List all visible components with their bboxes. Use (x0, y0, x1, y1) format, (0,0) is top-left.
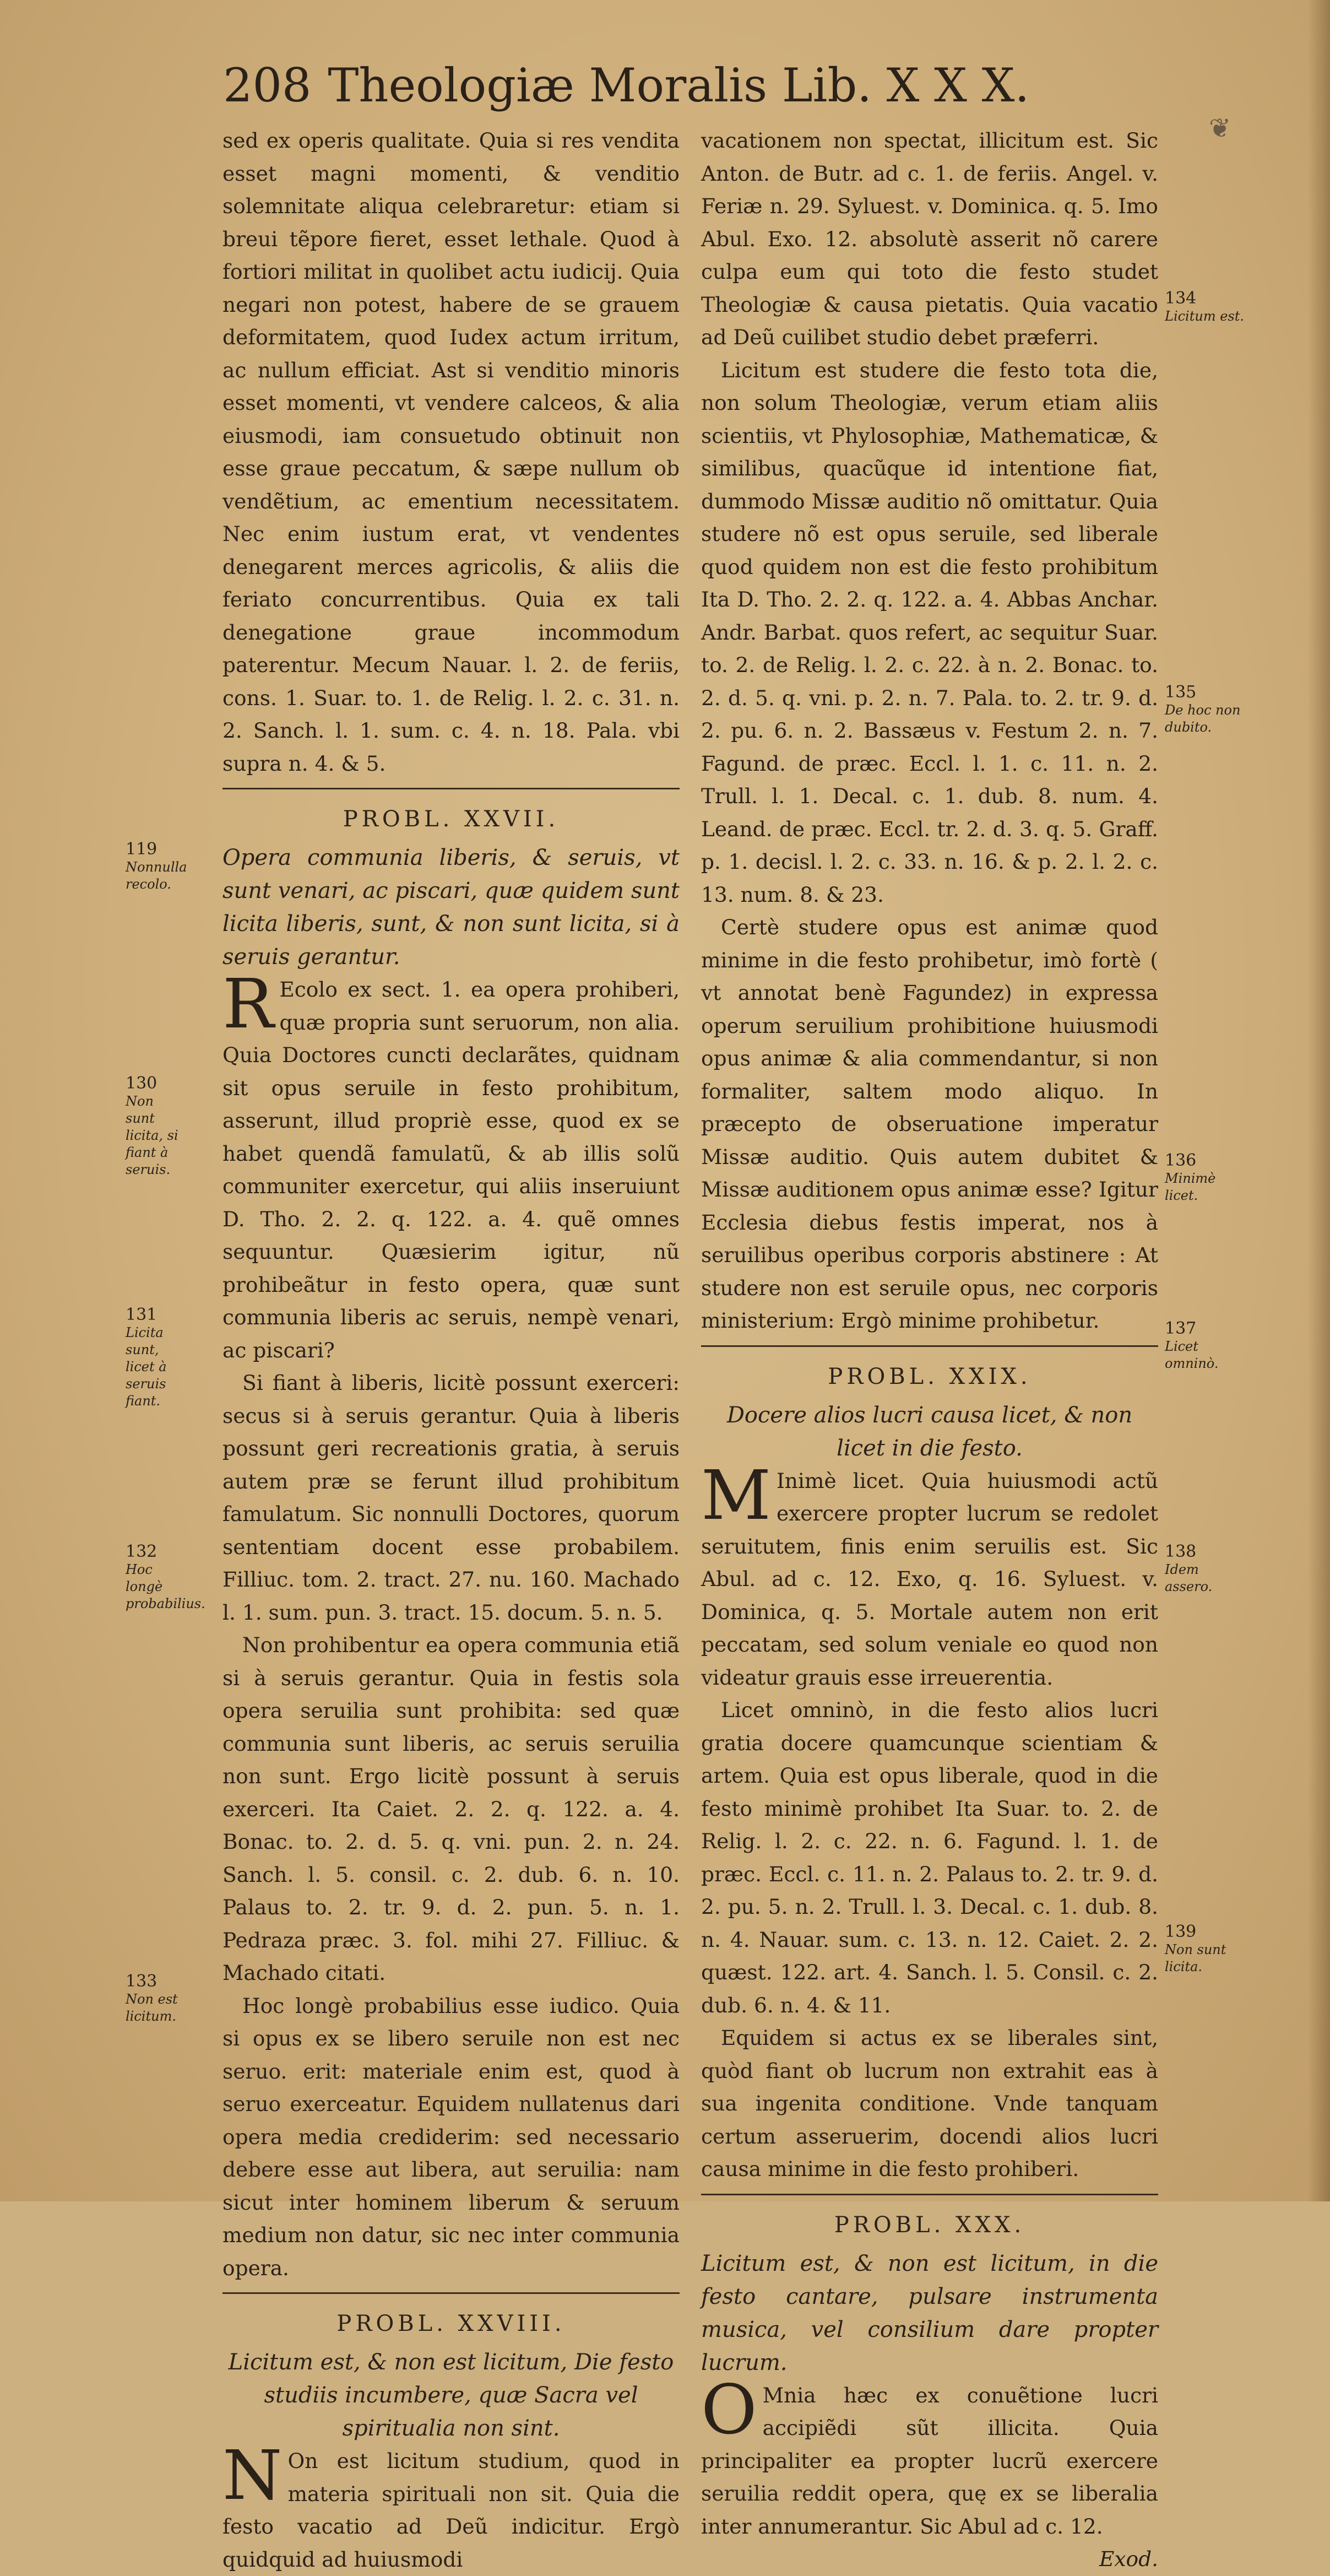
right-column (701, 125, 1158, 2576)
paragraph-136-text: Inimè licet. Quia huiusmodi actũ exercere propter lucrum se redolet seruitutem, finis enim seruilis est. Sic Abul. ad c. 12. Exo, q. 16. Syluest. v. Dominica, q. 5. Mortale autem non erit peccatam, sed solum veniale eo quod non videatur grauis esse irreuerentia. (701, 1468, 1158, 1690)
probl-29-heading: PROBL. XXIX. (828, 1363, 1032, 1389)
margin-note-119 (126, 840, 186, 893)
margin-note-number: 133 (126, 1972, 158, 1991)
probl-27-title: Opera communia liberis, & seruis, vt sunt venari, ac piscari, quæ quidem sunt licita liberis, sunt, & non sunt licita, si à seruis gerantur. (222, 845, 680, 970)
margin-note-132 (126, 1542, 205, 1612)
margin-note-number: 134 (1165, 289, 1197, 308)
section-rule (701, 2194, 1158, 2195)
running-title: Theologiæ Moralis Lib. X X X. (328, 58, 1030, 112)
margin-note-text: Licita sunt, licet à seruis fiant. (126, 1325, 167, 1409)
corner-ornament: ❦ (1209, 113, 1231, 144)
probl-30-heading: PROBL. XXX. (834, 2212, 1025, 2238)
paragraph-130: Si fiant à liberis, licitè possunt exerceri: secus si à seruis gerantur. Quia à liberis possunt geri recreationis gratia, à seruis autem præ se ferunt illud prohibitum famulatum. Sic nonnulli Doctores, quorum sententiam docent esse probabilem. Filliuc. tom. 2. tract. 27. nu. 160. Machado l. 1. sum. pun. 3. tract. 15. docum. 5. n. 5. (222, 1371, 680, 1625)
page-number: 208 (223, 58, 312, 112)
margin-note-number: 130 (126, 1074, 158, 1093)
margin-note-number: 139 (1165, 1922, 1197, 1941)
probl-30-title: Licitum est, & non est licitum, in die festo cantare, pulsare instrumenta musica, vel consilium dare propter lucrum. (701, 2250, 1158, 2375)
margin-note-text: Hoc longè probabilius. (126, 1562, 205, 1611)
margin-note-number: 132 (126, 1542, 158, 1561)
margin-note-130 (126, 1074, 186, 1178)
probl-27-heading: PROBL. XXVII. (343, 807, 560, 832)
margin-note-text: Nonnulla recolo. (126, 859, 187, 892)
margin-note-text: Idem assero. (1165, 1562, 1213, 1594)
catchword: Exod. (1099, 2547, 1158, 2571)
paragraph-133-text: On est licitum studium, quod in materia spirituali non sit. Quia die festo vacatio ad Deũ indicitur. Ergò quidquid ad huiusmodi (222, 2449, 680, 2572)
paragraph-133-continued: vacationem non spectat, illicitum est. Sic Anton. de Butr. ad c. 1. de feriis. Angel. v. Feriæ n. 29. Syluest. v. Dominica. q. 5. Imo Abul. Exo. 12. absolutè asserit nõ carere culpa eum qui toto die festo studet Theologiæ & causa pietatis. Quia vacatio ad Deũ cuilibet studio debet præferri. (701, 128, 1158, 349)
paragraph-131: Non prohibentur ea opera communia etiã si à seruis gerantur. Quia in festis sola opera seruilia sunt prohibita: sed quæ communia sunt liberis, ac seruis seruilia non sunt. Ergo licitè possunt à seruis exerceri. Ita Caiet. 2. 2. q. 122. a. 4. Bonac. to. 2. d. 5. q. vni. pun. 2. n. 24. Sanch. l. 5. consil. c. 2. dub. 6. n. 10. Palaus to. 2. tr. 9. d. 2. pun. 5. n. 1. Pedraza præc. 3. fol. mihi 27. Filliuc. & Machado citati. (222, 1633, 680, 1985)
section-rule (222, 788, 680, 789)
section-rule (222, 2292, 680, 2294)
margin-note-133 (126, 1972, 186, 2025)
margin-note-text: Non sunt licita. (1165, 1942, 1226, 1974)
paragraph-133 (222, 2436, 680, 2576)
probl-28-title: Licitum est, & non est licitum, Die festo studiis incumbere, quæ Sacra vel spiritualia non sint. (228, 2350, 674, 2441)
drop-cap-n: N (222, 2436, 283, 2515)
drop-cap-m: M (701, 1455, 771, 1535)
paragraph-138: Equidem si actus ex se liberales sint, quòd fiant ob lucrum non extrahit eas à sua ingenita conditione. Vnde tanquam certum asseruerim, docendi alios lucri causa minime in die festo prohiberi. (701, 2026, 1158, 2181)
margin-note-135 (1165, 683, 1247, 736)
probl-28-heading: PROBL. XXVIII. (336, 2311, 566, 2336)
paragraph-136 (701, 1455, 1158, 1695)
margin-note-number: 138 (1165, 1542, 1197, 1561)
paragraph-134: Licitum est studere die festo tota die, non solum Theologiæ, verum etiam aliis scientiis, vt Phylosophiæ, Mathematicæ, & similibus, quacũque id intentione fiat, dummodo Missæ auditio nõ omittatur. Quia studere nõ est opus seruile, sed liberale quod quidem non est die festo prohibitum Ita D. Tho. 2. 2. q. 122. a. 4. Abbas Anchar. Andr. Barbat. quos refert, ac sequitur Suar. to. 2. de Relig. l. 2. c. 22. à n. 2. Bonac. to. 2. d. 5. q. vni. p. 2. n. 7. Pala. to. 2. tr. 9. d. 2. pu. 6. n. 2. Bassæus v. Festum 2. n. 7. Fagund. de præc. Eccl. l. 1. c. 11. n. 2. Trull. l. 1. Decal. c. 1. dub. 8. num. 4. Leand. de præc. Eccl. tr. 2. d. 3. q. 5. Graff. p. 1. decisl. l. 2. c. 33. n. 16. & p. 2. l. 2. c. 13. num. 8. & 23. (701, 358, 1158, 907)
margin-note-text: De hoc non dubito. (1165, 702, 1241, 735)
margin-note-text: Non sunt licita, si fiant à seruis. (126, 1094, 178, 1177)
margin-note-131 (126, 1306, 186, 1410)
section-rule (701, 1345, 1158, 1347)
margin-note-text: Licitum est. (1165, 309, 1245, 324)
paragraph-137: Licet omninò, in die festo alios lucri gratia docere quamcunque scientiam & artem. Quia est opus liberale, quod in die festo minimè prohibet Ita Suar. to. 2. de Relig. l. 2. c. 22. n. 6. Fagund. l. 1. de præc. Eccl. c. 11. n. 2. Palaus to. 2. tr. 9. d. 2. pu. 5. n. 2. Trull. l. 3. Decal. c. 1. dub. 8. n. 4. Nauar. sum. c. 13. n. 12. Caiet. 2. 2. quæst. 122. art. 4. Sanch. l. 5. Consil. c. 2. dub. 6. n. 4. & 11. (701, 1698, 1158, 2017)
margin-note-number: 119 (126, 840, 158, 859)
drop-cap-o: O (701, 2370, 757, 2450)
paragraph-139-text: Mnia hæc ex conuẽtione lucri accipiẽdi sũt illicita. Quia principaliter ea propter lucrũ exercere seruilia reddit opera, quę ex se liberalia inter annumerantur. Sic Abul ad c. 12. (701, 2383, 1158, 2539)
probl-29-title: Docere alios lucri causa licet, & non licet in die festo. (726, 1402, 1133, 1461)
margin-note-136 (1165, 1151, 1247, 1204)
margin-note-137 (1165, 1319, 1247, 1372)
margin-note-134 (1165, 289, 1247, 325)
paragraph-139 (701, 2370, 1158, 2543)
margin-note-138 (1165, 1543, 1247, 1595)
paragraph-132: Hoc longè probabilius esse iudico. Quia si opus ex se libero seruile non est nec seruo. erit: materiale enim est, quod à seruo exerceatur. Equidem nullatenus dari opera media crediderim: sed necessario debere esse aut libera, aut seruilia: nam sicut inter hominem liberum & seruum medium non datur, sic nec inter communia opera. (222, 1993, 680, 2280)
running-head (223, 55, 1159, 116)
margin-note-text: Non est licitum. (126, 1991, 178, 2024)
margin-note-text: Licet omninò. (1165, 1339, 1219, 1371)
paragraph-135: Certè studere opus est animæ quod minime in die festo prohibetur, imò fortè ( vt annotat benè Fagundez) in expressa operum seruilium prohibitione huiusmodi opus animæ & alia commendantur, si non formaliter, saltem modo aliquo. In præcepto de obseruatione imperatur Missæ auditio. Quis autem dubitet & Missæ auditionem opus animæ esse? Igitur Ecclesia diebus festis imperat, nos à seruilibus operibus corporis abstinere : At studere non est seruile opus, nec corporis ministerium: Ergò minime prohibetur. (701, 915, 1158, 1333)
margin-note-number: 131 (126, 1305, 158, 1324)
margin-note-text: Minimè licet. (1165, 1171, 1216, 1203)
paragraph-119 (222, 965, 680, 1367)
margin-note-number: 136 (1165, 1151, 1197, 1170)
paragraph-119-text: Ecolo ex sect. 1. ea opera prohiberi, quæ propria sunt seruorum, non alia. Quia Doctores cuncti declarãtes, quidnam sit opus seruile in festo prohibitum, asserunt, illud propriè esse, quod ex se habet quendã famulatũ, & ab illis solũ communiter exercetur, qui aliis inseruiunt D. Tho. 2. 2. q. 122. a. 4. quẽ omnes sequuntur. Quæsierim igitur, nũ prohibeãtur in festo opera, quæ sunt communia liberis ac seruis, nempè venari, ac piscari? (222, 977, 680, 1362)
margin-note-139 (1165, 1923, 1247, 1976)
gutter-shadow (1308, 0, 1330, 2201)
drop-cap-r: R (222, 965, 274, 1044)
paragraph-continuation: sed ex operis qualitate. Quia si res vendita esset magni momenti, & venditio solemnitate aliqua celebraretur: etiam si breui tẽpore fieret, esset lethale. Quod à fortiori militat in quolibet actu iudicij. Quia negari non potest, habere de se grauem deformitatem, quod Iudex actum irritum, ac nullum efficiat. Ast si venditio minoris esset momenti, vt vendere calceos, & alia eiusmodi, iam consuetudo obtinuit non esse graue peccatum, & sæpe nullum ob vendẽtium, ac ementium necessitatem. Nec enim iustum erat, vt vendentes denegarent merces agricolis, & aliis die feriato concurrentibus. Quia ex tali denegatione graue incommodum paterentur. Mecum Nauar. l. 2. de feriis, cons. 1. Suar. to. 1. de Relig. l. 2. c. 31. n. 2. Sanch. l. 1. sum. c. 4. n. 18. Pala. vbi supra n. 4. & 5. (222, 128, 680, 776)
left-column (222, 125, 680, 2576)
margin-note-number: 135 (1165, 683, 1197, 702)
margin-note-number: 137 (1165, 1319, 1197, 1338)
